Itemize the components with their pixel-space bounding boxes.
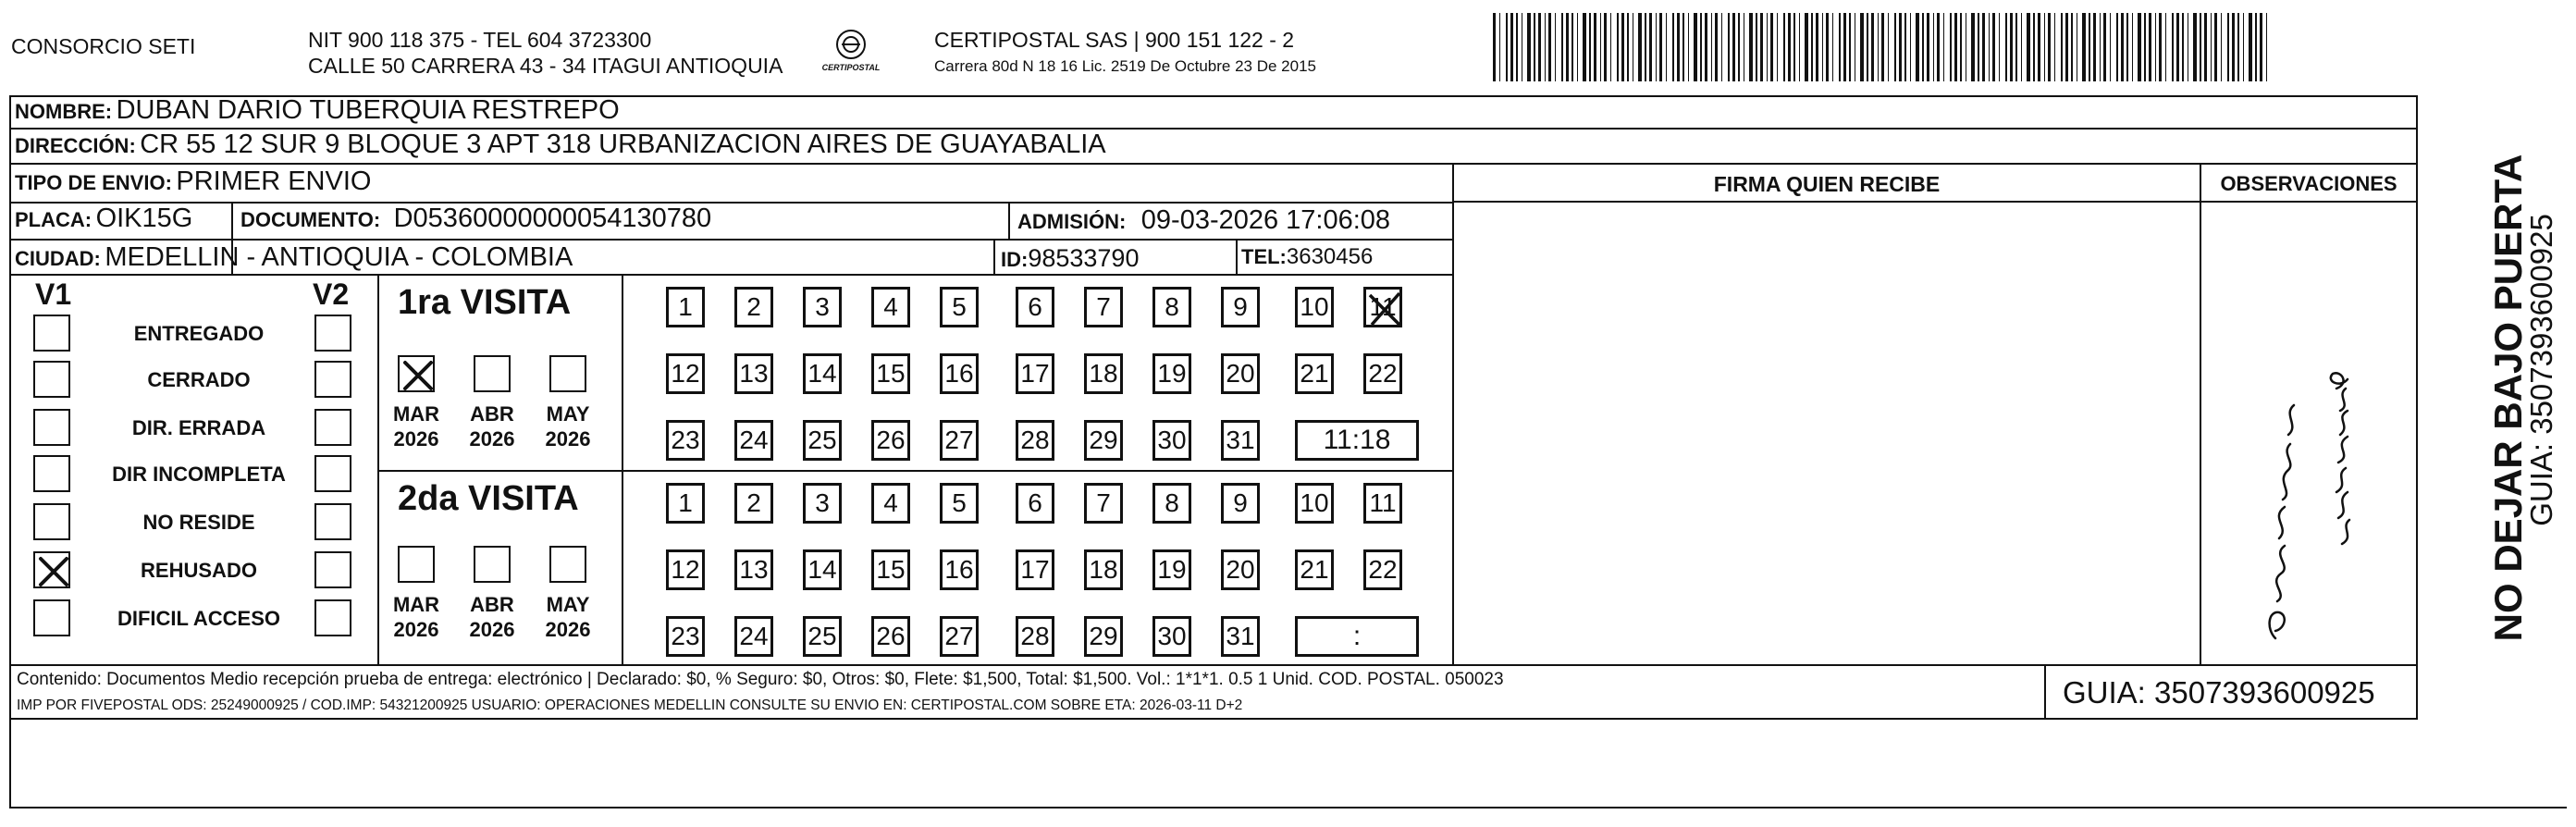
day-cell[interactable]: 21 <box>1295 549 1334 590</box>
divider <box>9 664 2418 666</box>
month-label: MAY 2026 <box>545 593 591 641</box>
visit2-title: 2da VISITA <box>398 479 579 518</box>
day-cell[interactable]: 27 <box>940 616 979 657</box>
day-cell[interactable]: 24 <box>734 616 773 657</box>
day-cell[interactable]: 29 <box>1084 616 1123 657</box>
id-value: 98533790 <box>1028 244 1140 272</box>
document-row <box>240 204 711 234</box>
address-row <box>15 130 1106 160</box>
company-name: CONSORCIO SETI <box>11 34 196 58</box>
name-label: NOMBRE: <box>15 100 113 123</box>
reason-label: DIR. ERRADA <box>131 416 266 439</box>
signature-area[interactable] <box>1456 205 2198 662</box>
day-cell[interactable]: 31 <box>1221 616 1260 657</box>
day-cell[interactable]: 9 <box>1221 287 1260 327</box>
admission-value: 09-03-2026 17:06:08 <box>1140 205 1391 235</box>
day-cell[interactable]: 16 <box>940 353 979 394</box>
v2-checkbox[interactable] <box>314 409 351 446</box>
divider <box>9 720 11 808</box>
send-type-label: TIPO DE ENVIO: <box>15 171 172 194</box>
city-row <box>15 242 573 273</box>
v1-checkbox[interactable] <box>33 455 70 492</box>
day-cell[interactable]: 23 <box>666 616 705 657</box>
observations-handwriting <box>2248 296 2386 648</box>
day-cell[interactable]: 5 <box>940 483 979 524</box>
city-value: MEDELLIN - ANTIOQUIA - COLOMBIA <box>105 242 573 272</box>
day-cell[interactable]: 8 <box>1152 483 1191 524</box>
day-cell[interactable]: 28 <box>1016 420 1054 461</box>
time-box[interactable]: 11:18 <box>1295 420 1419 461</box>
day-cell[interactable]: 28 <box>1016 616 1054 657</box>
v2-checkbox[interactable] <box>314 599 351 636</box>
day-cell[interactable]: 7 <box>1084 483 1123 524</box>
divider <box>9 163 2418 165</box>
reason-label: NO RESIDE <box>142 511 255 534</box>
visit1-title: 1ra VISITA <box>398 283 572 322</box>
day-cell[interactable]: 18 <box>1084 353 1123 394</box>
month-checkbox[interactable] <box>398 546 435 583</box>
day-cell[interactable]: 18 <box>1084 549 1123 590</box>
day-cell[interactable]: 6 <box>1016 483 1054 524</box>
month-checkbox[interactable] <box>549 355 586 392</box>
day-cell[interactable]: 20 <box>1221 353 1260 394</box>
day-cell[interactable]: 17 <box>1016 353 1054 394</box>
month-checkbox[interactable] <box>549 546 586 583</box>
address-label: DIRECCIÓN: <box>15 134 136 157</box>
day-cell[interactable]: 4 <box>871 287 910 327</box>
reason-label: CERRADO <box>147 368 251 391</box>
v2-label: V2 <box>313 278 350 311</box>
day-cell[interactable]: 26 <box>871 420 910 461</box>
license-line: Carrera 80d N 18 16 Lic. 2519 De Octubre 23 De 2015 <box>934 57 1316 75</box>
divider <box>9 807 2567 808</box>
day-cell[interactable]: 11 <box>1363 483 1402 524</box>
certipostal-logo <box>814 28 888 80</box>
v1-label: V1 <box>35 278 72 311</box>
day-cell[interactable]: 10 <box>1295 483 1334 524</box>
day-cell[interactable]: 20 <box>1221 549 1260 590</box>
day-cell[interactable]: 15 <box>871 549 910 590</box>
day-cell[interactable]: 3 <box>803 483 842 524</box>
divider <box>9 202 1452 204</box>
divider <box>622 274 623 664</box>
divider <box>993 239 995 274</box>
divider <box>231 202 233 239</box>
month-label: ABR 2026 <box>469 402 515 451</box>
send-type-value: PRIMER ENVIO <box>176 167 372 196</box>
day-cell[interactable]: 13 <box>734 353 773 394</box>
document-label: DOCUMENTO: <box>240 208 381 231</box>
time-box[interactable]: : <box>1295 616 1419 657</box>
barcode <box>1493 13 2275 81</box>
v1-checkbox[interactable] <box>33 503 70 540</box>
day-cell[interactable]: 27 <box>940 420 979 461</box>
month-label: MAR 2026 <box>392 593 440 641</box>
v1-checkbox[interactable] <box>33 361 70 398</box>
divider <box>377 274 379 664</box>
month-checkbox[interactable] <box>474 546 511 583</box>
v2-checkbox[interactable] <box>314 551 351 588</box>
divider <box>2044 664 2046 720</box>
divider <box>377 470 1452 472</box>
day-cell[interactable]: 26 <box>871 616 910 657</box>
v1-checkbox[interactable] <box>33 315 70 352</box>
footer-content: Contenido: Documentos Medio recepción prueba de entrega: electrónico | Declarado: $0, % Seguro: $0, Otros: $0, Flete: $1,500, Total: $1,500. Vol.: 1*1*1. 0.5 1 Unid. COD. POSTAL. 050023 <box>17 670 1504 689</box>
name-row <box>15 95 620 126</box>
v2-checkbox[interactable] <box>314 455 351 492</box>
side-guia: GUIA: 3507393600925 <box>2524 214 2558 526</box>
plate-row <box>15 204 192 234</box>
day-cell[interactable]: 12 <box>666 353 705 394</box>
day-cell[interactable]: 16 <box>940 549 979 590</box>
reason-label: DIR INCOMPLETA <box>112 463 286 486</box>
sender-address: CALLE 50 CARRERA 43 - 34 ITAGUI ANTIOQUIA <box>308 54 783 78</box>
day-cell[interactable]: 31 <box>1221 420 1260 461</box>
carrier-line: CERTIPOSTAL SAS | 900 151 122 - 2 <box>934 28 1295 52</box>
day-cell[interactable]: 14 <box>803 549 842 590</box>
v2-checkbox[interactable] <box>314 315 351 352</box>
month-label: ABR 2026 <box>469 593 515 641</box>
footer-guia: GUIA: 3507393600925 <box>2063 675 2375 710</box>
day-cell[interactable]: 22 <box>1363 353 1402 394</box>
document-value: D05360000000054130780 <box>393 204 712 233</box>
side-warning: NO DEJAR BAJO PUERTA <box>2486 154 2530 642</box>
v1-checkbox[interactable] <box>33 409 70 446</box>
divider <box>1236 239 1238 274</box>
day-cell[interactable]: 1 <box>666 483 705 524</box>
divider <box>2200 163 2201 664</box>
day-cell[interactable]: 2 <box>734 483 773 524</box>
day-cell[interactable]: 25 <box>803 420 842 461</box>
tel-row <box>1241 244 1373 270</box>
divider <box>1452 201 2418 203</box>
day-cell[interactable]: 25 <box>803 616 842 657</box>
day-cell[interactable]: 24 <box>734 420 773 461</box>
day-cell[interactable]: 23 <box>666 420 705 461</box>
divider <box>1008 202 1010 239</box>
month-checkbox[interactable] <box>474 355 511 392</box>
day-cell[interactable]: 7 <box>1084 287 1123 327</box>
day-cell[interactable]: 12 <box>666 549 705 590</box>
v2-checkbox[interactable] <box>314 361 351 398</box>
day-cell[interactable]: 10 <box>1295 287 1334 327</box>
divider <box>1452 163 1454 664</box>
admission-label: ADMISIÓN: <box>1017 210 1127 233</box>
month-checkbox[interactable] <box>398 355 435 392</box>
day-cell[interactable]: 30 <box>1152 420 1191 461</box>
divider <box>9 274 1452 276</box>
day-cell[interactable]: 22 <box>1363 549 1402 590</box>
day-cell[interactable]: 19 <box>1152 549 1191 590</box>
day-cell[interactable]: 21 <box>1295 353 1334 394</box>
day-cell[interactable]: 3 <box>803 287 842 327</box>
plate-label: PLACA: <box>15 208 92 231</box>
day-cell[interactable]: 30 <box>1152 616 1191 657</box>
day-cell[interactable]: 15 <box>871 353 910 394</box>
day-cell[interactable]: 1 <box>666 287 705 327</box>
recipient-address: CR 55 12 SUR 9 BLOQUE 3 APT 318 URBANIZACION AIRES DE GUAYABALIA <box>140 130 1106 159</box>
day-cell[interactable]: 4 <box>871 483 910 524</box>
reason-label: REHUSADO <box>141 559 257 582</box>
tel-label: TEL: <box>1241 245 1287 268</box>
v1-checkbox[interactable] <box>33 551 70 588</box>
day-cell[interactable]: 9 <box>1221 483 1260 524</box>
month-label: MAR 2026 <box>392 402 440 451</box>
city-label: CIUDAD: <box>15 247 101 270</box>
day-cell[interactable]: 19 <box>1152 353 1191 394</box>
month-label: MAY 2026 <box>545 402 591 451</box>
plate-value: OIK15G <box>95 204 193 233</box>
day-cell[interactable]: 8 <box>1152 287 1191 327</box>
day-cell[interactable]: 6 <box>1016 287 1054 327</box>
reason-label: DIFICIL ACCESO <box>117 607 280 630</box>
day-cell[interactable]: 13 <box>734 549 773 590</box>
recipient-name: DUBAN DARIO TUBERQUIA RESTREPO <box>116 95 620 125</box>
day-cell[interactable]: 11 <box>1363 287 1402 327</box>
id-label: ID: <box>1001 248 1029 271</box>
tel-value: 3630456 <box>1286 244 1374 269</box>
logo-text: CERTIPOSTAL <box>821 63 881 72</box>
admission-row <box>1017 205 1390 236</box>
signature-header: FIRMA QUIEN RECIBE <box>1713 172 1941 196</box>
id-row <box>1001 244 1139 273</box>
v2-checkbox[interactable] <box>314 503 351 540</box>
day-cell[interactable]: 14 <box>803 353 842 394</box>
day-cell[interactable]: 2 <box>734 287 773 327</box>
day-cell[interactable]: 17 <box>1016 549 1054 590</box>
send-type-row <box>15 167 371 197</box>
day-cell[interactable]: 29 <box>1084 420 1123 461</box>
v1-checkbox[interactable] <box>33 599 70 636</box>
observations-header: OBSERVACIONES <box>2220 172 2397 195</box>
nit-line: NIT 900 118 375 - TEL 604 3723300 <box>308 28 652 52</box>
footer-print-info: IMP POR FIVEPOSTAL ODS: 25249000925 / COD.IMP: 54321200925 USUARIO: OPERACIONES MEDELLIN CONSULTE SU ENVIO EN: CERTIPOSTAL.COM SOBRE ETA: 2026-03-11 D+2 <box>17 697 1243 713</box>
reason-label: ENTREGADO <box>133 322 265 345</box>
day-cell[interactable]: 5 <box>940 287 979 327</box>
